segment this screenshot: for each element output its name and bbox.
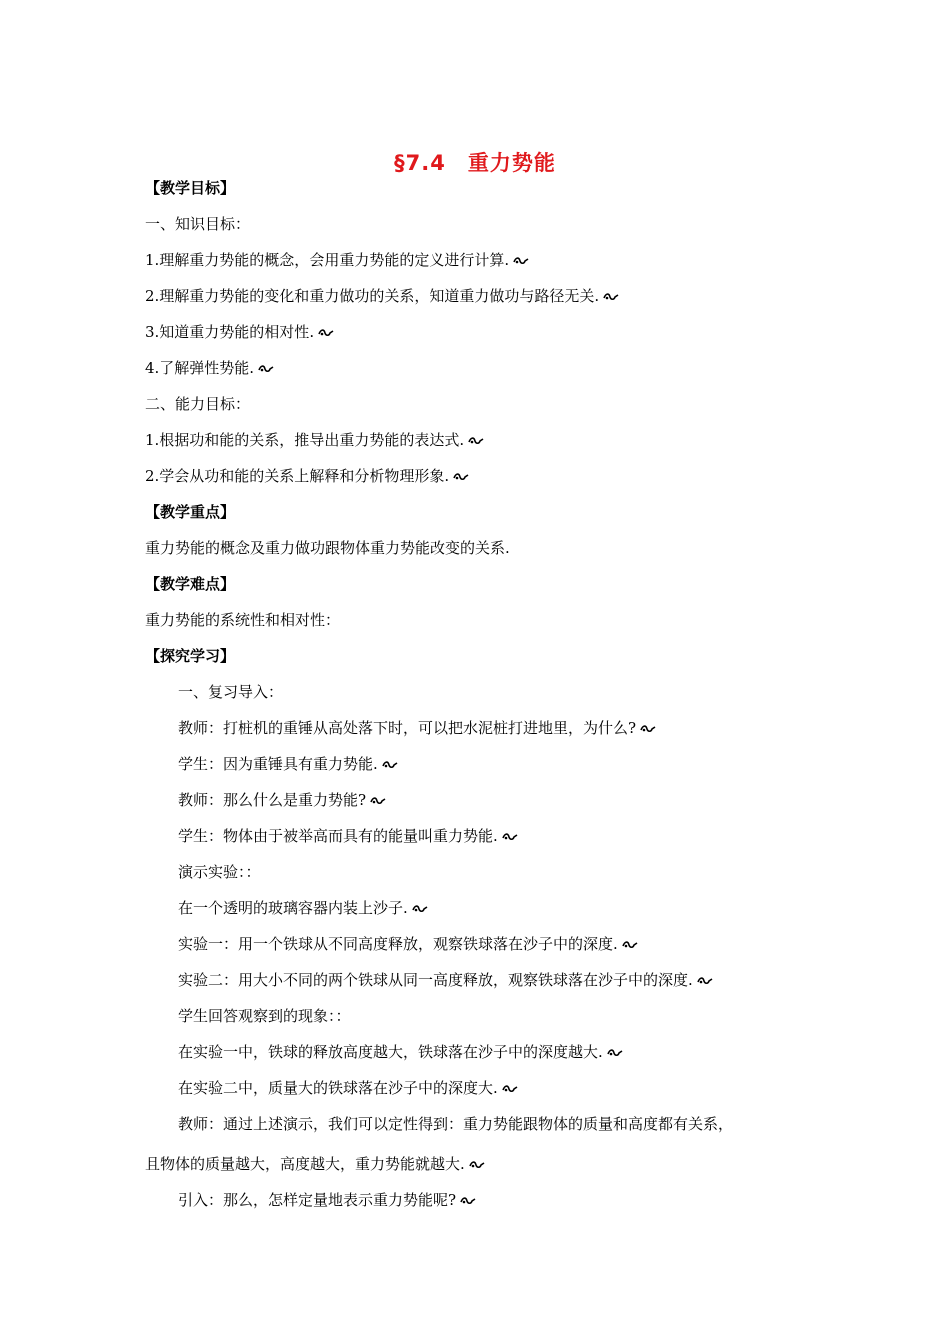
text-line [178, 1006, 351, 1026]
text-line [145, 538, 510, 558]
paragraph-mark-icon [697, 976, 713, 986]
paragraph-mark-icon [453, 472, 469, 482]
line-text: 学生：因为重锤具有重力势能. [178, 755, 378, 773]
line-text: 在实验二中，质量大的铁球落在沙子中的深度大. [178, 1079, 498, 1097]
line-text: 4.了解弹性势能. [145, 359, 255, 377]
text-line [145, 214, 250, 234]
paragraph-mark-icon [460, 1196, 476, 1206]
paragraph-mark-icon [258, 364, 274, 374]
line-text: 教师：那么什么是重力势能? [178, 791, 367, 809]
paragraph-mark-icon [468, 436, 484, 446]
paragraph-mark-icon [469, 1160, 485, 1170]
section-heading [145, 574, 235, 594]
line-text: 演示实验：： [178, 863, 261, 881]
line-text: 在一个透明的玻璃容器内装上沙子. [178, 899, 408, 917]
line-text: 3.知道重力势能的相对性. [145, 323, 315, 341]
line-text: 学生：物体由于被举高而具有的能量叫重力势能. [178, 827, 498, 845]
text-line [145, 394, 250, 414]
text-line [178, 1042, 623, 1062]
paragraph-mark-icon [513, 256, 529, 266]
section-heading [145, 502, 235, 522]
line-text: 且物体的质量越大，高度越大，重力势能就越大. [145, 1155, 465, 1173]
text-line [178, 934, 638, 954]
line-text: 教师：打桩机的重锤从高处落下时，可以把水泥桩打进地里，为什么? [178, 719, 637, 737]
paragraph-mark-icon [640, 724, 656, 734]
text-line [145, 430, 484, 450]
line-text: 【教学重点】 [145, 503, 236, 521]
line-text: 二、能力目标： [145, 395, 251, 413]
line-text: 2.理解重力势能的变化和重力做功的关系，知道重力做功与路径无关. [145, 287, 600, 305]
text-line [145, 466, 469, 486]
line-text: 教师：通过上述演示，我们可以定性得到：重力势能跟物体的质量和高度都有关系， [178, 1115, 734, 1133]
line-text: 【教学难点】 [145, 575, 236, 593]
line-text: 重力势能的概念及重力做功跟物体重力势能改变的关系. [145, 539, 510, 557]
line-text: 实验二：用大小不同的两个铁球从同一高度释放，观察铁球落在沙子中的深度. [178, 971, 693, 989]
text-line [178, 826, 518, 846]
text-line [178, 862, 261, 882]
paragraph-mark-icon [502, 832, 518, 842]
text-line [145, 1154, 485, 1174]
paragraph-mark-icon [412, 904, 428, 914]
text-line [145, 322, 334, 342]
section-heading [145, 646, 235, 666]
text-line [178, 754, 398, 774]
paragraph-mark-icon [603, 292, 619, 302]
paragraph-mark-icon [318, 328, 334, 338]
text-line [145, 358, 274, 378]
line-text: 一、知识目标： [145, 215, 251, 233]
paragraph-mark-icon [370, 796, 386, 806]
line-text: 【教学目标】 [145, 179, 236, 197]
text-line [178, 790, 386, 810]
text-line [178, 1114, 733, 1134]
line-text: 1.根据功和能的关系，推导出重力势能的表达式. [145, 431, 465, 449]
paragraph-mark-icon [622, 940, 638, 950]
paragraph-mark-icon [607, 1048, 623, 1058]
line-text: 一、复习导入： [178, 683, 284, 701]
text-line [178, 718, 656, 738]
text-line [178, 898, 428, 918]
paragraph-mark-icon [382, 760, 398, 770]
line-text: 引入：那么，怎样定量地表示重力势能呢? [178, 1191, 457, 1209]
line-text: 实验一：用一个铁球从不同高度释放，观察铁球落在沙子中的深度. [178, 935, 618, 953]
text-line [178, 682, 283, 702]
text-line [178, 1078, 518, 1098]
text-line [145, 250, 529, 270]
line-text: 学生回答观察到的现象：： [178, 1007, 351, 1025]
text-line [145, 610, 340, 630]
text-line [145, 286, 619, 306]
paragraph-mark-icon [502, 1084, 518, 1094]
line-text: 2.学会从功和能的关系上解释和分析物理形象. [145, 467, 450, 485]
text-line [178, 1190, 476, 1210]
line-text: 在实验一中，铁球的释放高度越大，铁球落在沙子中的深度越大. [178, 1043, 603, 1061]
line-text: 重力势能的系统性和相对性： [145, 611, 341, 629]
line-text: 【探究学习】 [145, 647, 236, 665]
section-heading [145, 178, 235, 198]
line-text: 1.理解重力势能的概念，会用重力势能的定义进行计算. [145, 251, 510, 269]
page-title: §7.4 重力势能 [394, 151, 556, 175]
text-line [178, 970, 713, 990]
